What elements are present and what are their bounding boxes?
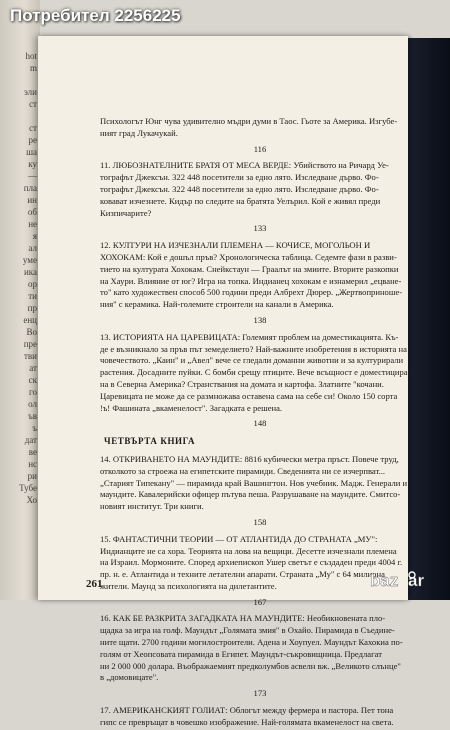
- left-page-fragment: пре: [23, 339, 37, 349]
- toc-line: щадка за игра на голф. Маундът „Голямата змия" в Охайо. Пирамида в Съедине-: [100, 625, 395, 636]
- toc-line: на Хаури. Влияние от юг? Игра на топка. Индианец хохокам е изнамерил „ецване-: [100, 275, 402, 286]
- toc-line: новият институт. Три книги.: [100, 501, 204, 512]
- page-number-footer: 261: [86, 578, 103, 590]
- table-of-contents: [100, 116, 420, 730]
- toc-line: гипс се превръщат в човешко изображение. Най-голямата вкаменелост на света.: [100, 716, 394, 727]
- toc-line: ХОХОКАМ: Кой е дошъл пръв? Хронологическа таблица. Седемте фази в разви-: [100, 251, 397, 262]
- left-page-fragment: дат: [24, 435, 37, 445]
- toc-page-number: 167: [253, 596, 267, 607]
- toc-line: Индианците не са хора. Теорията на лова на вещици. Десетте изчезнали племена: [100, 545, 397, 556]
- left-page-fragment: ри: [27, 471, 37, 481]
- left-page-fragment: ин: [27, 195, 37, 205]
- toc-line: маундите. Кавалерийски офицер пътува пеша. Разрушаване на маундите. Смитсо-: [100, 489, 401, 500]
- toc-line: на в Северна Америка? Странствания на домата и картофа. Златните "кочани.: [100, 378, 384, 389]
- left-page-fragment: тви: [24, 351, 37, 361]
- left-page-fragment: hot: [25, 51, 37, 61]
- left-page-fragment: эли: [23, 87, 37, 97]
- left-page-fragment: ве: [28, 447, 37, 457]
- toc-line: ните щати. 2700 години могилостроители. Адена и Хоупуел. Маундът Кахокиа по-: [100, 637, 403, 648]
- seller-watermark: Потребител 2256225: [10, 6, 181, 25]
- toc-line: „Старият Типекану" — пирамида край Вашингтон. Нов учебник. Мадж. Генерали и: [100, 477, 408, 488]
- left-page-fragment: [0, 74, 37, 86]
- left-page-fragment: ъв: [28, 411, 37, 421]
- toc-entry: [100, 332, 420, 415]
- toc-page-number: 138: [253, 314, 267, 325]
- left-page-fragment: Хо: [26, 495, 37, 505]
- toc-line: ковават изчезнете. Кидър по следите на братята Уелърил. Кой е живял преди: [100, 195, 381, 206]
- left-page-fragment: ре: [28, 135, 37, 145]
- toc-line: в „домовицате".: [100, 672, 159, 683]
- left-page-fragment: ол: [28, 399, 37, 409]
- section-title: ЧЕТВЪРТА КНИГА: [104, 436, 196, 447]
- toc-line: 14. ОТКРИВАНЕТО НА МАУНДИТЕ: 8816 кубически метра пръст. Повече труд,: [100, 453, 399, 464]
- toc-line: 12. КУЛТУРИ НА ИЗЧЕЗНАЛИ ПЛЕМЕНА — КОЧИСЕ, МОГОЛЬОН И: [100, 240, 371, 251]
- left-page-fragment: я: [32, 231, 37, 241]
- left-page-fragment: ст: [29, 123, 37, 133]
- left-page-fragment: [0, 110, 37, 122]
- toc-line: тието на културата Хохокам. Снейкстаун — Граалът на змиите. Вторите разкопки: [100, 263, 399, 274]
- left-page-fragment: ал: [28, 243, 37, 253]
- left-page-fragment: не: [28, 219, 37, 229]
- left-page-fragment: го: [29, 387, 37, 397]
- left-page-fragments: [0, 50, 40, 506]
- left-page-fragment: пла: [23, 183, 37, 193]
- toc-line: Кизпичарите?: [100, 207, 152, 218]
- toc-line: тографът Джексън. 322 448 посетители за едно лято. Изследване дърво. Фо-: [100, 183, 379, 194]
- toc-line: жители. Маунд за психологията на дилетантите.: [100, 580, 277, 591]
- toc-line: 16. КАК БЕ РАЗКРИТА ЗАГАДКАТА НА МАУНДИТЕ: Необикновената пло-: [100, 613, 386, 624]
- left-page-fragment: пр: [27, 303, 37, 313]
- left-page-fragment: нс: [28, 459, 37, 469]
- left-page-fragment: уме: [22, 255, 37, 265]
- left-page-fragment: ъ: [32, 423, 37, 433]
- left-page-fragment: Во: [26, 327, 37, 337]
- svg-text:ar: ar: [408, 571, 425, 590]
- left-page-fragment: Тубе: [19, 483, 37, 493]
- toc-line: 11. ЛЮБОЗНАТЕЛНИТЕ БРАТЯ ОТ МЕСА ВЕРДЕ: Убийството на Ричард Уе-: [100, 160, 389, 171]
- left-page-fragment: ти: [28, 291, 37, 301]
- left-page-fragment: —: [28, 171, 37, 181]
- toc-entry: [100, 705, 420, 729]
- bazar-logo-icon: [368, 568, 442, 592]
- toc-line: ният град Лукачукай.: [100, 127, 178, 138]
- toc-page-number: 148: [253, 418, 267, 429]
- toc-line: 13. ИСТОРИЯТА НА ЦАРЕВИЦАТА: Големият проблем на доместикацията. Къ-: [100, 331, 399, 342]
- toc-line: 17. АМЕРИКАНСКИЯТ ГОЛИАТ: Облогът между фермера и пастора. Пет тона: [100, 705, 394, 716]
- toc-line: !ъ! Фашината „вкаменелост". Загадката е решена.: [100, 402, 283, 413]
- left-page-fragment: ат: [29, 363, 37, 373]
- toc-line: тографът Джексън. 322 448 посетители за едно лято. Изследване дърво. Фо-: [100, 172, 379, 183]
- left-page-fragment: ку: [28, 159, 37, 169]
- left-page-fragment: ст: [29, 99, 37, 109]
- left-page-fragment: ор: [28, 279, 37, 289]
- left-page-fragment: m: [29, 63, 37, 73]
- toc-line: Психологът Юнг чува удивително мъдри думи в Таос. Гьоте за Америка. Изгубе-: [100, 116, 398, 126]
- toc-entry: [100, 613, 420, 684]
- toc-line: ни 2 000 000 долара. Въображаемият предколумбов асвелн вж. „Великото слънце": [100, 660, 401, 671]
- toc-entry: [100, 116, 420, 140]
- toc-page-number: 173: [253, 688, 267, 699]
- toc-line: пр. н. е. Атлантида и техните летателни апарати. Страната „Му" с 64 милиона: [100, 569, 385, 580]
- toc-page-number: 133: [253, 223, 267, 234]
- toc-line: на Израил. Мормоните. Според архиепископ Ушер светът е създаден преди 4004 г.: [100, 557, 403, 568]
- toc-page-number: 116: [253, 143, 267, 154]
- toc-line: де е възникнало за пръв път земеделието? Най-важните изобретения в историята на: [100, 343, 407, 354]
- left-page-fragment: енц: [23, 315, 37, 325]
- toc-line: човечеството. „Каин" и „Авел" вече се гледали доманни животни и за културирали: [100, 355, 404, 366]
- toc-line: ния" с керамика. Най-големите строители на канали в Америка.: [100, 299, 334, 310]
- toc-line: отколкото за строежа на египетските пирамиди. Сведенията ни се изчерпват...: [100, 465, 386, 476]
- toc-line: то" като художествен способ 500 години преди Албрехт Дюрер. „Жертвоприноше-: [100, 287, 403, 298]
- toc-line: 15. ФАНТАСТИЧНИ ТЕОРИИ — ОТ АТЛАНТИДА ДО СТРАНАТА „МУ":: [100, 533, 378, 544]
- toc-entry: [100, 160, 420, 219]
- left-page-fragment: ша: [26, 147, 37, 157]
- toc-entry: [100, 240, 420, 311]
- toc-line: растения. Досадните пуйки. С бомби срещу птиците. Вече всъщност е доместицира-: [100, 367, 411, 378]
- svg-text:baz: baz: [370, 571, 399, 590]
- toc-entry: [100, 454, 420, 513]
- left-page-fragment: ск: [28, 375, 37, 385]
- toc-page-number: 158: [253, 516, 267, 527]
- book-page: [38, 36, 411, 727]
- left-page-fragment: об: [27, 207, 37, 217]
- toc-line: голям от Хеопсовата пирамида в Египет. Маундът-съкровищница. Предлагат: [100, 648, 382, 659]
- toc-line: Царевицата не може да се размножава оставена сама на себе си! Около 150 сорта: [100, 390, 398, 401]
- left-page-fragment: ика: [23, 267, 37, 277]
